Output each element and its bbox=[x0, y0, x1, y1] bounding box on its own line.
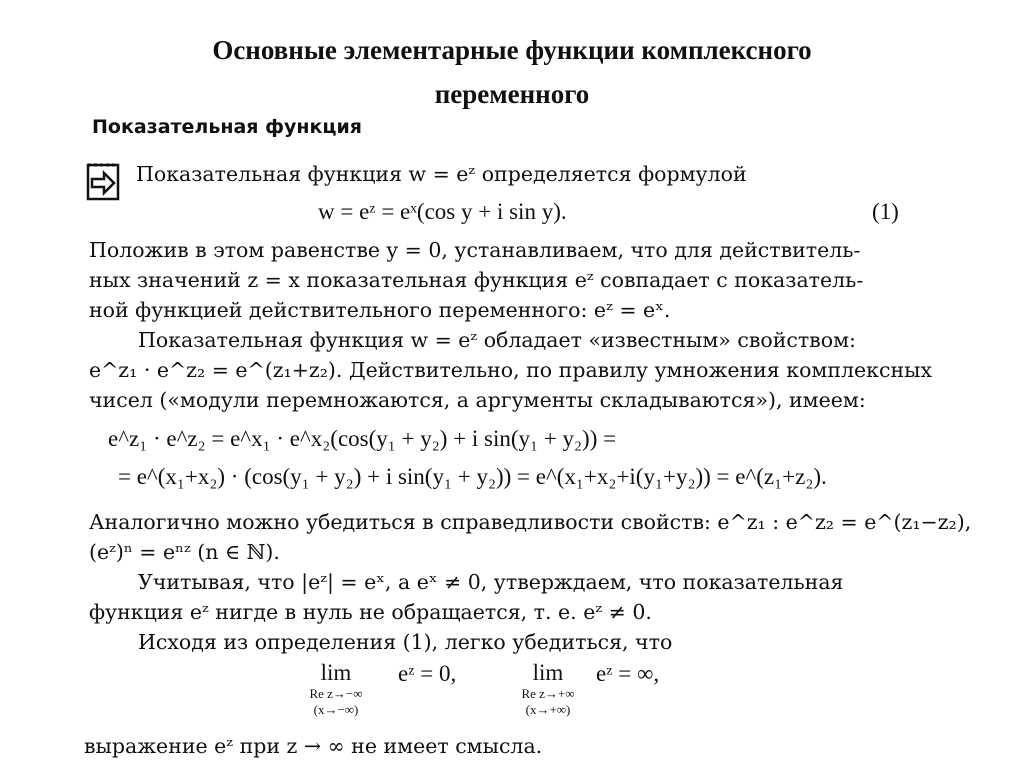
page-title bbox=[0, 28, 1024, 116]
paragraph-4-line-2: функция eᶻ нигде в нуль не обращается, т. е. eᶻ ≠ 0. bbox=[89, 600, 652, 624]
limit-2 bbox=[494, 660, 602, 718]
paragraph-5-line-1: Исходя из определения (1), легко убедиться, что bbox=[138, 630, 673, 654]
limit-2-lim: lim bbox=[532, 660, 564, 685]
paragraph-2-line-2: e^z₁ · e^z₂ = e^(z₁+z₂). Действительно, по правилу умножения комплексных bbox=[89, 358, 933, 382]
paragraph-4-line-1: Учитывая, что |eᶻ| = eˣ, а eˣ ≠ 0, утверждаем, что показательная bbox=[138, 570, 844, 594]
paragraph-2-line-3: чисел («модули перемножаются, а аргументы складываются»), имеем: bbox=[89, 388, 866, 412]
limit-1-subscript-alt: (x→−∞) bbox=[313, 702, 359, 717]
section-heading: Показательная функция bbox=[92, 116, 362, 138]
definition-line: Показательная функция w = eᶻ определяется формулой bbox=[136, 162, 747, 186]
formula-1: w = eᶻ = eˣ(cos y + i sin y). bbox=[318, 199, 567, 224]
limit-1-lim: lim bbox=[320, 660, 352, 685]
paragraph-3-line-1: Аналогично можно убедиться в справедливости свойств: e^z₁ : e^z₂ = e^(z₁−z₂), bbox=[89, 510, 972, 534]
equation-2-line-2: = e^(x₁+x₂) · (cos(y₁ + y₂) + i sin(y₁ + y₂)) = e^(x₁+x₂+i(y₁+y₂)) = e^(z₁+z₂). bbox=[118, 464, 827, 489]
equation-2-line-1: e^z₁ · e^z₂ = e^x₁ · e^x₂(cos(y₁ + y₂) + i sin(y₁ + y₂)) = bbox=[108, 426, 617, 451]
final-line: выражение eᶻ при z → ∞ не имеет смысла. bbox=[84, 734, 543, 758]
limit-2-expression: eᶻ = ∞, bbox=[596, 661, 660, 686]
paragraph-1-line-2: ных значений z = x показательная функция eᶻ совпадает с показатель- bbox=[89, 268, 864, 292]
paragraph-1-line-3: ной функцией действительного переменного: eᶻ = eˣ. bbox=[89, 298, 671, 322]
paragraph-3-line-2: (eᶻ)ⁿ = eⁿᶻ (n ∈ ℕ). bbox=[89, 540, 280, 564]
formula-1-number: (1) bbox=[872, 199, 899, 224]
limit-1 bbox=[282, 660, 390, 718]
book-arrow-icon bbox=[86, 161, 122, 201]
title-line-1: Основные элементарные функции комплексного bbox=[212, 35, 812, 65]
paragraph-1-line-1: Положив в этом равенстве y = 0, устанавливаем, что для действитель- bbox=[89, 238, 861, 262]
title-line-2: переменного bbox=[434, 79, 590, 109]
paragraph-2-line-1: Показательная функция w = eᶻ обладает «известным» свойством: bbox=[138, 328, 856, 352]
limit-1-subscript: Re z→−∞ bbox=[309, 686, 363, 701]
limit-2-subscript-alt: (x→+∞) bbox=[525, 702, 571, 717]
limit-1-expression: eᶻ = 0, bbox=[398, 661, 457, 686]
limit-2-subscript: Re z→+∞ bbox=[521, 686, 575, 701]
